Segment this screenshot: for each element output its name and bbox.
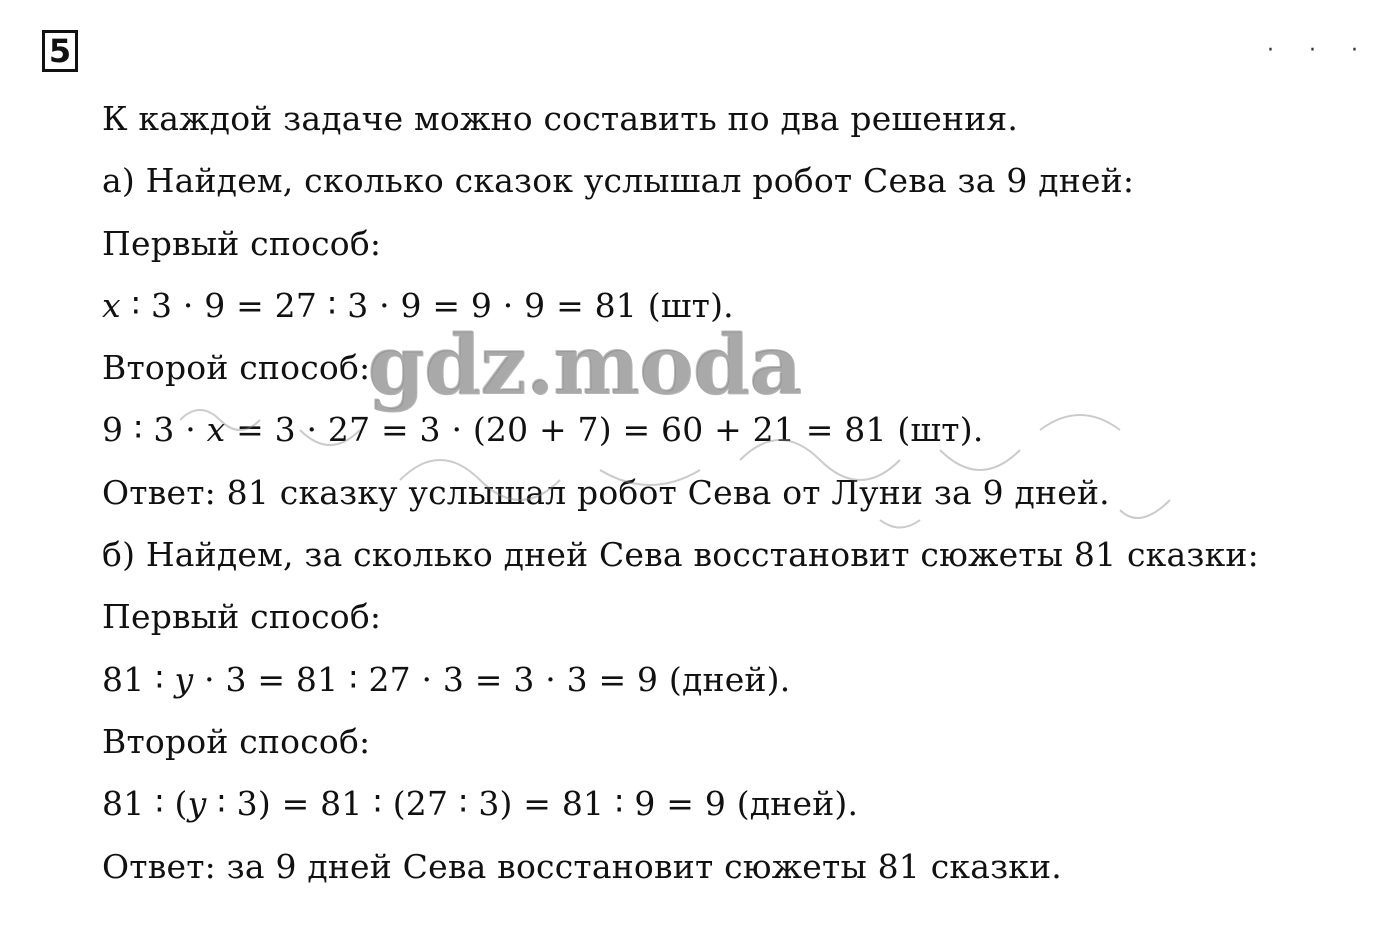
watermark-logo: gdz.moda — [368, 318, 802, 414]
part-a-method-2-equation: 9 ∶ 3 · 𝑥 = 3 · 27 = 3 · (20 + 7) = 60 + 21 = 81 (шт). — [102, 410, 984, 450]
part-b-method-2-equation: 81 ∶ (𝑦 ∶ 3) = 81 ∶ (27 ∶ 3) = 81 ∶ 9 = 9 (дней). — [102, 784, 859, 824]
task-number-box: 5 — [42, 30, 78, 72]
part-a-method-1-label: Первый способ: — [102, 223, 382, 263]
part-a-method-1-equation: 𝑥 ∶ 3 · 9 = 27 ∶ 3 · 9 = 9 · 9 = 81 (шт). — [102, 285, 734, 325]
corner-mark: · · · — [1267, 38, 1372, 63]
part-a-method-2-label: Второй способ: — [102, 348, 371, 388]
part-a-heading: а) Найдем, сколько сказок услышал робот Сева за 9 дней: — [102, 161, 1135, 201]
solution-text — [102, 88, 1372, 898]
part-b-method-1-label: Первый способ: — [102, 597, 382, 637]
part-b-answer: Ответ: за 9 дней Сева восстановит сюжеты 81 сказки. — [102, 846, 1062, 886]
part-b-method-1-equation: 81 ∶ 𝑦 · 3 = 81 ∶ 27 · 3 = 3 · 3 = 9 (дней). — [102, 659, 791, 699]
part-a-answer: Ответ: 81 сказку услышал робот Сева от Луни за 9 дней. — [102, 472, 1110, 512]
part-b-heading: б) Найдем, за сколько дней Сева восстановит сюжеты 81 сказки: — [102, 535, 1259, 575]
intro-line: К каждой задаче можно составить по два решения. — [102, 99, 1019, 138]
part-b-method-2-label: Второй способ: — [102, 721, 371, 761]
